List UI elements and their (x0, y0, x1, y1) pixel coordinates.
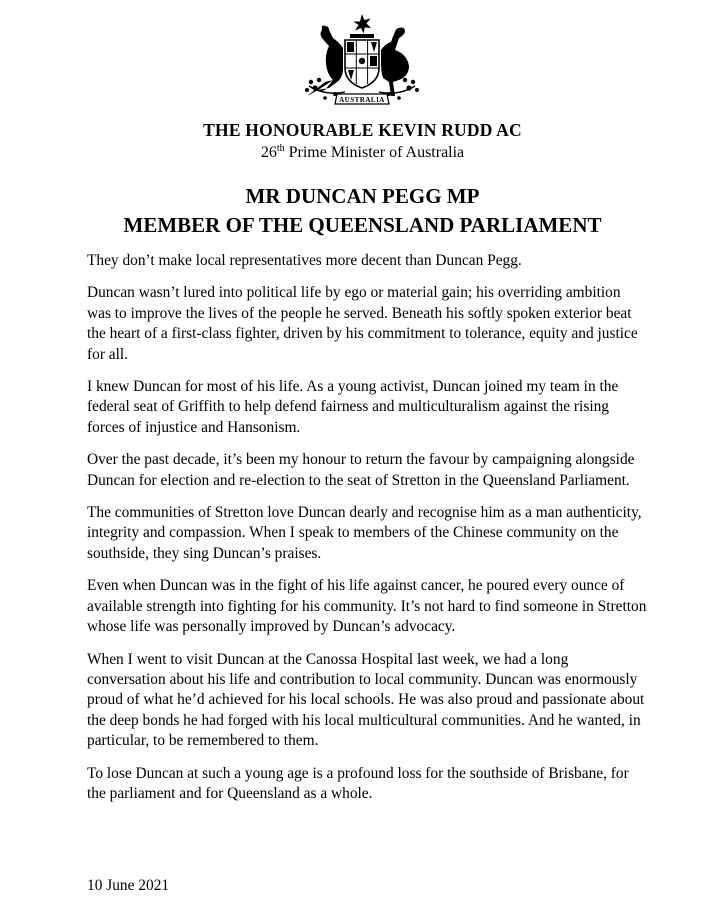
paragraph: Duncan wasn’t lured into political life by ego or material gain; his overriding ambition was to improve the lives of the people he served. Beneath his softly spoken exterior beat the heart of a first-class fighter, driven by his commitment to tolerance, equity and justice for all. (87, 284, 638, 363)
author-role (0, 143, 725, 163)
emu-icon (381, 28, 409, 97)
role-text: Prime Minister of Australia (284, 144, 465, 161)
paragraph: I knew Duncan for most of his life. As a young activist, Duncan joined my team in the federal seat of Griffith to help defend fairness and multiculturalism against the rising forces of injustice and Hansonism. (87, 378, 619, 436)
title-line-2: MEMBER OF THE QUEENSLAND PARLIAMENT (123, 213, 602, 237)
coat-of-arms-icon (295, 12, 429, 112)
author-name: THE HONOURABLE KEVIN RUDD AC (203, 120, 522, 140)
paragraph: They don’t make local representatives more decent than Duncan Pegg. (87, 252, 522, 269)
paragraph: To lose Duncan at such a young age is a profound loss for the southside of Brisbane, for the parliament and for Queensland as a whole. (87, 764, 629, 802)
role-ordinal-suffix: th (276, 143, 285, 154)
paragraph: When I went to visit Duncan at the Canossa Hospital last week, we had a long conversation about his life and contribution to local community. Duncan was enormously proud of what he’d achieved for his local schools. He was also proud and passionate about the deep bonds he had forged with his local multicultural communities. And he wanted, in particular, to be remembered to them. (87, 650, 645, 750)
crest-scroll-text: AUSTRALIA (339, 96, 385, 104)
role-number: 26 (260, 144, 277, 161)
letter-body (87, 251, 647, 816)
commonwealth-star-icon (354, 14, 372, 34)
letter-date: 10 June 2021 (87, 877, 170, 894)
paragraph: The communities of Stretton love Duncan dearly and recognise him as a man authenticity, integrity and compassion. When I speak to members of the Chinese community on the southside, they sing Duncan’s praises. (87, 504, 642, 562)
paragraph: Even when Duncan was in the fight of his life against cancer, he poured every ounce of available strength into fighting for his community. It’s not hard to find someone in Stretton whose life was personally improved by Duncan’s advocacy. (87, 577, 647, 636)
paragraph: Over the past decade, it’s been my honour to return the favour by campaigning alongside Duncan for election and re-election to the seat of Stretton in the Queensland Parliament. (87, 451, 635, 489)
title-line-1: MR DUNCAN PEGG MP (245, 184, 480, 208)
